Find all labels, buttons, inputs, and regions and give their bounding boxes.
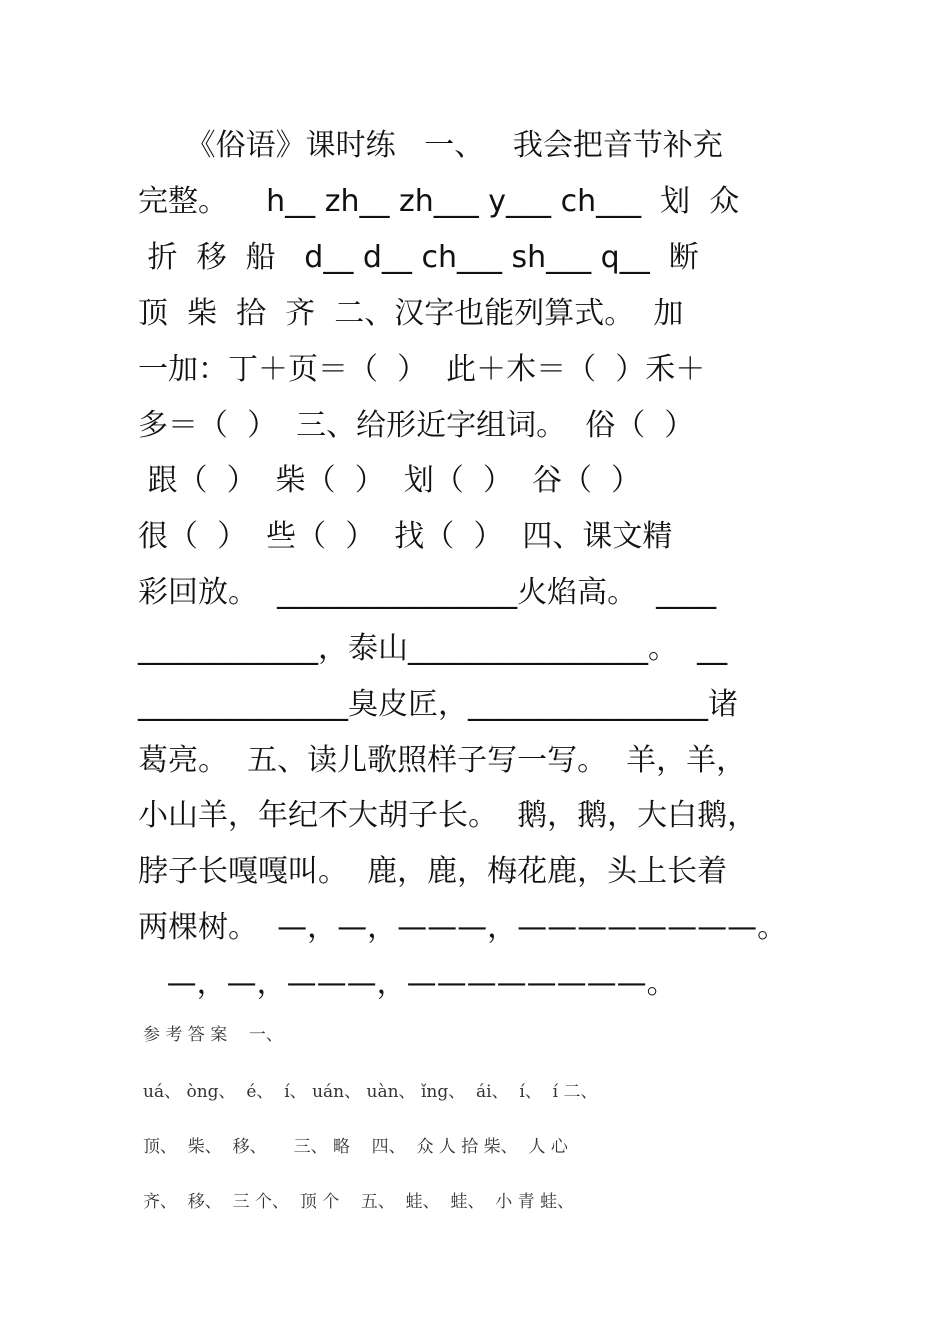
worksheet-line-6: 多＝（ ） 三、给形近字组词。 俗（ ）: [138, 408, 695, 443]
answer-line-2: 顶、 柴、 移、 三、 略 四、 众 人 拾 柴、 人 心: [143, 1137, 568, 1157]
worksheet-line-10: ____________，泰山________________。 __: [138, 631, 728, 666]
worksheet-line-16: —，—，———，————————。: [138, 966, 677, 1001]
worksheet-line-14: 脖子长嘎嘎叫。 鹿，鹿，梅花鹿，头上长着: [138, 854, 728, 889]
worksheet-line-2: 完整。 h__ zh__ zh___ y___ ch___ 划 众: [138, 184, 740, 219]
answer-heading: 参 考 答 案 一、: [143, 1025, 283, 1045]
worksheet-line-11: ______________臭皮匠，________________诸: [138, 687, 738, 722]
worksheet-line-4: 顶 柴 拾 齐 二、汉字也能列算式。 加: [138, 296, 684, 331]
worksheet-line-8: 很（ ） 些（ ） 找（ ） 四、课文精: [138, 519, 673, 554]
worksheet-line-3: 折 移 船 d__ d__ ch___ sh___ q__ 断: [138, 240, 699, 275]
worksheet-line-15: 两棵树。 —，—，———，————————。: [138, 910, 788, 945]
worksheet-line-13: 小山羊，年纪不大胡子长。 鹅，鹅，大白鹅，: [138, 798, 758, 833]
answer-line-3: 齐、 移、 三 个、 顶 个 五、 蛙、 蛙、 小 青 蛙、: [143, 1192, 575, 1212]
worksheet-line-5: 一加：丁＋页＝（ ） 此＋木＝（ ）禾＋: [138, 352, 706, 387]
worksheet-line-12: 葛亮。 五、读儿歌照样子写一写。 羊，羊，: [138, 743, 747, 778]
worksheet-line-7: 跟（ ） 柴（ ） 划（ ） 谷（ ）: [138, 463, 642, 498]
worksheet-line-1: 《俗语》课时练 一、 我会把音节补充: [138, 128, 723, 163]
answer-line-1: uá、 òng、 é、 í、 uán、 uàn、 ǐng、 ái、 í、 í 二、: [143, 1082, 598, 1102]
worksheet-line-9: 彩回放。 ________________火焰高。 ____: [138, 575, 717, 610]
